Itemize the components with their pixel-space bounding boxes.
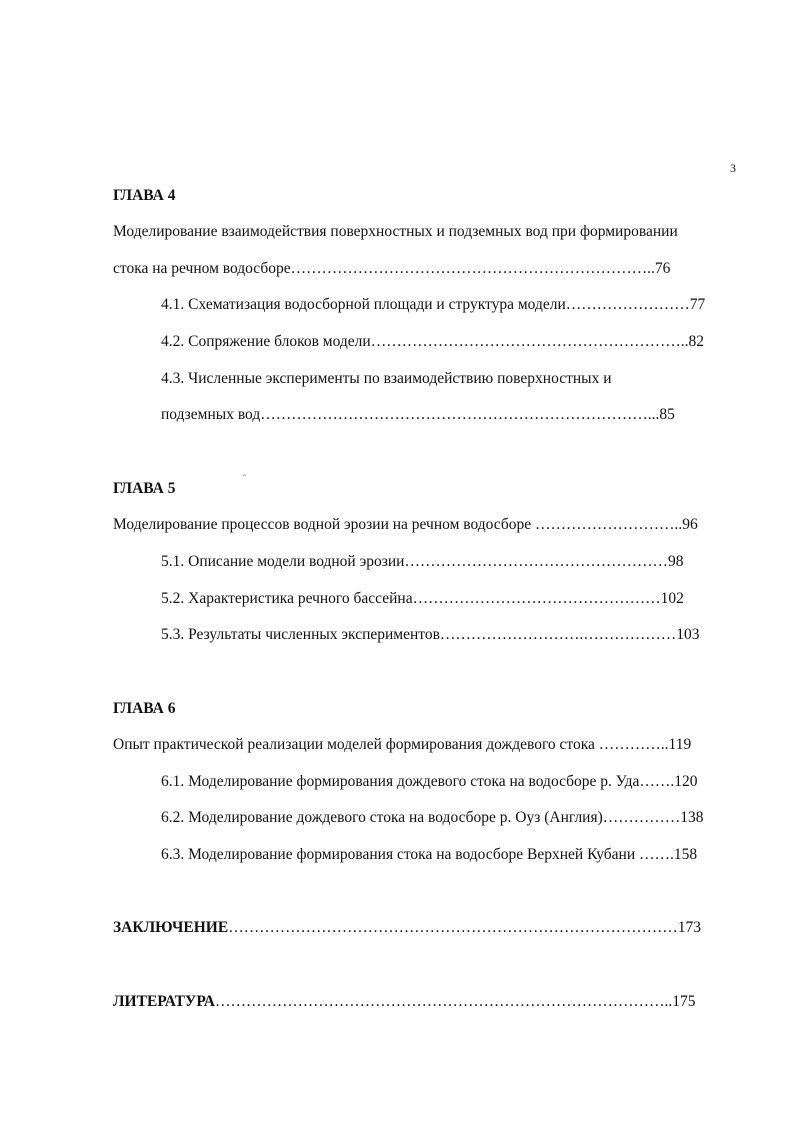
- chapter-6-title: Опыт практической реализации моделей формирования дождевого стока …………..119: [113, 736, 692, 753]
- section-5-1: 5.1. Описание модели водной эрозии……………………………………………98: [161, 553, 684, 570]
- section-4-3-line1: 4.3. Численные эксперименты по взаимодействию поверхностных и: [161, 370, 612, 387]
- section-4-3-line2: подземных вод…………………………………………………………………...85: [161, 406, 675, 423]
- section-4-1: 4.1. Схематизация водосборной площади и структура модели……………………77: [161, 296, 706, 313]
- section-6-1: 6.1. Моделирование формирования дождевого стока на водосборе р. Уда…….120: [161, 773, 698, 790]
- chapter-5-title: Моделирование процессов водной эрозии на речном водосборе ………………………..96: [113, 516, 698, 533]
- page-number: 3: [730, 161, 736, 175]
- section-6-3: 6.3. Моделирование формирования стока на водосборе Верхней Кубани …….158: [161, 846, 698, 863]
- chapter-5-heading: ГЛАВА 5: [113, 480, 176, 497]
- section-5-3: 5.3. Результаты численных экспериментов……………………….………………103: [161, 626, 700, 643]
- chapter-4-heading: ГЛАВА 4: [113, 187, 176, 204]
- section-6-2: 6.2. Моделирование дождевого стока на водосборе р. Оуз (Англия)……………138: [161, 809, 704, 826]
- section-5-2: 5.2. Характеристика речного бассейна…………………………………………102: [161, 590, 684, 607]
- literature-text: ЛИТЕРАТУРА……………………………………………………………………………..175: [113, 993, 696, 1010]
- conclusion-text: ЗАКЛЮЧЕНИЕ……………………………………………………………………………173: [113, 919, 701, 936]
- section-4-2: 4.2. Сопряжение блоков модели……………………………………………………..82: [161, 333, 704, 350]
- chapter-4-title-line2: стока на речном водосборе……………………………………………………………..76: [113, 260, 671, 277]
- conclusion-entry: [113, 918, 701, 938]
- literature-entry: [113, 992, 696, 1012]
- chapter-4-title-line1: Моделирование взаимодействия поверхностных и подземных вод при формировании: [113, 223, 678, 240]
- stray-mark: ˆ: [243, 474, 247, 485]
- chapter-6-heading: ГЛАВА 6: [113, 700, 176, 717]
